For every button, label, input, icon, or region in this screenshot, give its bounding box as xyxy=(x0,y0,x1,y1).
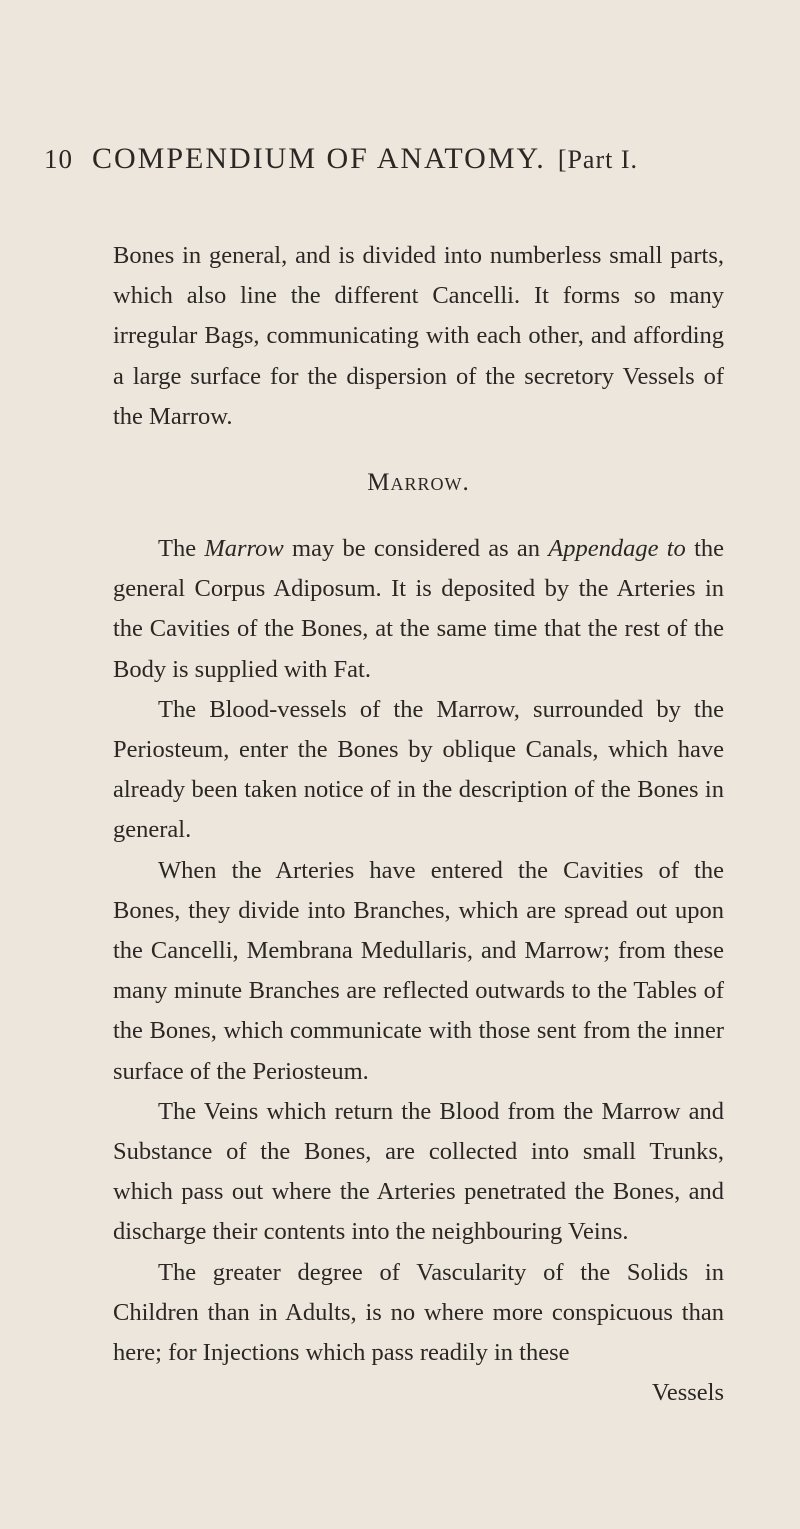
italic-term-marrow: Marrow xyxy=(204,535,284,563)
running-title: COMPENDIUM OF ANATOMY. xyxy=(92,142,546,175)
text-run: The xyxy=(158,535,205,563)
paragraph-blood-vessels: The Blood-vessels of the Marrow, surrounded by the Periosteum, enter the Bones by oblique Canals, which have already been taken notice of in the description of the Bones in general. xyxy=(113,695,724,844)
page-number: 10 xyxy=(44,144,73,174)
paragraph-veins: The Veins which return the Blood from the Marrow and Substance of the Bones, are collected into small Trunks, which pass out where the Arteries penetrated the Bones, and discharge their contents into the neighbouring Veins. xyxy=(113,1097,724,1246)
paragraph-continued: Bones in general, and is divided into numberless small parts, which also line the different Cancelli. It forms so many irregular Bags, communicating with each other, and affording a large surface for the dispersion of the secretory Vessels of the Marrow. xyxy=(113,242,724,430)
catchword: Vessels xyxy=(651,1379,724,1407)
running-header xyxy=(44,142,784,176)
text-run: may be considered as an xyxy=(283,535,549,563)
section-heading: Marrow. xyxy=(367,469,470,497)
paragraph-vascularity: The greater degree of Vascularity of the Solids in Children than in Adults, is no where more conspicuous than here; for Injections which pass readily in these xyxy=(113,1258,724,1367)
italic-term-appendage: Appendage to xyxy=(548,535,686,563)
part-label: [Part I. xyxy=(557,145,639,174)
text-run: the general Corpus Adiposum. It is deposited by the Arteries in the Cavities of the Bones, at the same time that the rest of the Body is supplied with Fat. xyxy=(113,535,724,683)
paragraph-marrow-intro xyxy=(113,529,724,690)
paragraph-arteries: When the Arteries have entered the Cavities of the Bones, they divide into Branches, which are spread out upon the Cancelli, Membrana Medullaris, and Marrow; from these many minute Branches are reflected outwards to the Tables of the Bones, which communicate with those sent from the inner surface of the Periosteum. xyxy=(113,856,724,1085)
body-text xyxy=(113,236,724,1413)
